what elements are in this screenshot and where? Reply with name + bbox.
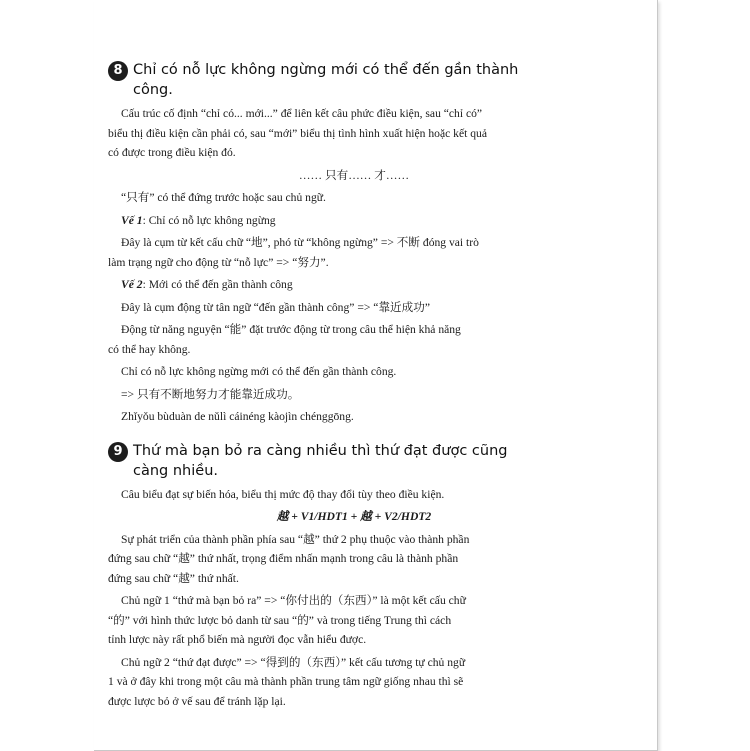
example-chinese: => 只有不断地努力才能靠近成功。 [121,387,300,401]
paragraph: “只有” có thể đứng trước hoặc sau chủ ngữ. [121,191,326,204]
paragraph: Cấu trúc cố định “chỉ có... mới...” để liên kết câu phức điều kiện, sau “chỉ có” [121,107,483,120]
clause-text: : Mới có thể đến gần thành công [142,278,293,291]
heading-line: Thứ mà bạn bỏ ra càng nhiều thì thứ đạt được cũng [133,442,508,459]
clause-1-line [108,211,600,231]
paragraph: Chủ ngữ 1 “thứ mà bạn bỏ ra” => “你付出的（东西）” là một kết cấu chữ [121,594,466,607]
paragraph-line: làm trạng ngữ cho động từ “nỗ lực” => “努力”. [108,255,329,269]
paragraph: Động từ năng nguyện “能” đặt trước động từ trong câu thể hiện khả năng [121,323,461,336]
paragraph-line: có được trong điều kiện đó. [108,146,236,159]
paragraph: Đây là cụm từ kết cấu chữ “地”, phó từ “không ngừng” => 不断 đóng vai trò [121,236,479,249]
example-pinyin: Zhǐyǒu bùduàn de nǔlì cáinéng kàojìn chénggōng. [121,410,354,423]
heading-line: công. [133,82,173,98]
paragraph: Câu biểu đạt sự biến hóa, biểu thị mức độ thay đổi tùy theo điều kiện. [121,487,445,501]
paragraph-line: có thể hay không. [108,342,191,356]
paragraph-line: biểu thị điều kiện cần phải có, sau “mới” biểu thị tình hình xuất hiện hoặc kết quả [108,126,487,140]
paragraph-line: đứng sau chữ “越” thứ nhất. [108,571,239,585]
page-content [108,60,600,711]
paragraph-line: 1 và ở đây khi trong một câu mà thành phần trung tâm ngữ giống nhau thì sẽ [108,675,464,688]
clause-text: : Chỉ có nỗ lực không ngừng [142,213,276,227]
paragraph-line: được lược bỏ ở vế sau để tránh lặp lại. [108,694,286,708]
paragraph-line: “的” với hình thức lược bỏ danh từ sau “的” và trong tiếng Trung thì cách [108,613,452,627]
section-8-heading [108,60,600,100]
clause-2-line [108,275,600,295]
section-9-heading [108,441,600,481]
clause-label: Vế 1 [121,213,143,227]
structure-pattern: …… 只有…… 才…… [298,168,410,182]
section-number-badge: 8 [108,61,128,81]
paragraph-line: đứng sau chữ “越” thứ nhất, trọng điểm nhấn mạnh trong câu là thành phần [108,552,459,565]
paragraph: Sự phát triển của thành phần phía sau “越” thứ 2 phụ thuộc vào thành phần [121,532,470,546]
paragraph: Đây là cụm động từ tân ngữ “đến gần thành công” => “靠近成功” [121,300,430,314]
example-vietnamese: Chỉ có nỗ lực không ngừng mới có thể đến gần thành công. [121,365,397,378]
paragraph: Chủ ngữ 2 “thứ đạt được” => “得到的（东西）” kết cấu tương tự chủ ngữ [121,655,466,669]
heading-line: càng nhiều. [133,462,218,479]
heading-line: Chỉ có nỗ lực không ngừng mới có thể đến gần thành [133,62,519,78]
structure-formula: 越 + V1/HDT1 + 越 + V2/HDT2 [276,510,432,523]
clause-label: Vế 2 [121,278,143,291]
paragraph-line: tỉnh lược này rất phổ biến mà người đọc vẫn hiểu được. [108,633,367,646]
section-number-badge: 9 [108,442,128,462]
